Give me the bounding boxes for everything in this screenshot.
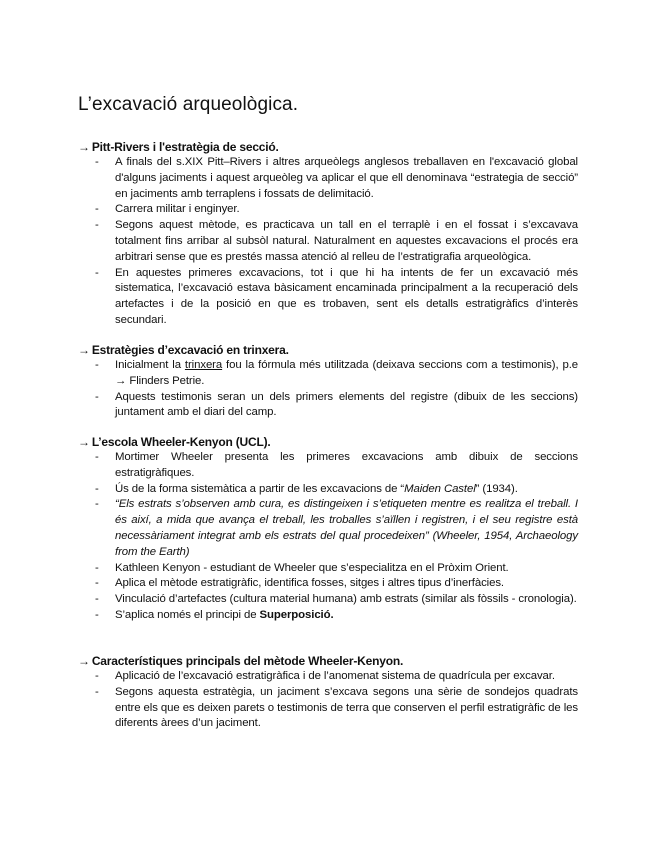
dash-bullet: -: [95, 670, 99, 682]
superposicio-term: Superposició.: [259, 608, 334, 621]
list-item-text: Ús de la forma sistemàtica a partir de les excavacions de “: [115, 482, 405, 495]
section-heading: [78, 139, 578, 155]
trinxera-term: trinxera: [184, 359, 223, 371]
list-item-text: Mortimer Wheeler presenta les primeres excavacions amb dibuix de seccions estratigràfiques.: [115, 451, 578, 479]
wheeler-quote: “Els estrats s’observen amb cura, es distingeixen i s’etiqueten mentre es realitza el treball. I és així, a mida que avança el treball, les troballes s’aïllen i registren, i el seu registre està necessàriament integrat amb els estrats del qual procedeixen” (Wheeler, 1954, Archaeology from the Earth): [115, 498, 578, 558]
list-item: [78, 202, 578, 218]
section-heading-text: Característiques principals del mètode Wheeler-Kenyon.: [91, 654, 404, 668]
list-item-text: A finals del s.XIX Pitt–Rivers i altres arqueòlegs anglesos treballaven en l'excavació global d'alguns jaciments i aquest arqueòleg va aplicar el que ell denominava “estrategia de secció” en jaciments amb terraplens i fossats de delimitació.: [115, 156, 578, 200]
dash-bullet: -: [95, 561, 99, 574]
dash-bullet: -: [95, 685, 99, 698]
section-heading-text: Pitt-Rivers i l'estratègia de secció.: [91, 140, 279, 154]
dash-bullet: -: [95, 482, 99, 495]
section-heading: [78, 342, 578, 358]
dash-bullet: -: [95, 359, 99, 371]
list-item: [78, 561, 578, 577]
bullet-list: [78, 669, 578, 732]
dash-bullet: -: [95, 390, 99, 403]
list-item: [78, 266, 578, 329]
page-title: L’excavació arqueològica.: [78, 94, 299, 115]
dash-bullet: -: [95, 266, 99, 279]
list-item-text: Aplica el mètode estratigràfic, identifica fosses, sitges i altres tipus d’inerfàcies.: [115, 577, 504, 590]
bullet-list: [78, 155, 578, 329]
dash-bullet: -: [95, 203, 99, 216]
bullet-list: [78, 450, 578, 624]
section-caracteristiques: [78, 653, 578, 732]
section-heading: [78, 653, 578, 669]
dash-bullet: -: [95, 608, 99, 621]
list-item-text: Inicialment la: [115, 359, 185, 371]
list-item-text: S’aplica només el principi de: [115, 608, 260, 621]
list-item: [78, 608, 578, 624]
section-wheeler-kenyon: [78, 434, 578, 624]
list-item: [78, 155, 578, 202]
list-item-text: ” (1934).: [475, 482, 518, 495]
list-item: [78, 669, 578, 685]
list-item: [78, 482, 578, 498]
section-heading: [78, 434, 578, 450]
list-item-text: Segons aquest mètode, es practicava un tall en el terraplè i en el fossat i s’excavava totalment fins arribar al subsòl natural. Naturalment en aquestes excavacions el procés era arbitrari sense que es prestés massa atenció al relleu de l’estratigrafia arqueològica.: [115, 219, 578, 263]
arrow-icon: →: [78, 140, 90, 154]
list-item-text: Carrera militar i enginyer.: [115, 203, 240, 216]
arrow-icon: →: [78, 654, 90, 668]
list-item-text: Aquests testimonis seran un dels primers elements del registre (dibuix de les seccions) juntament amb el diari del camp.: [115, 390, 578, 419]
section-pitt-rivers: [78, 139, 578, 329]
dash-bullet: -: [95, 577, 99, 590]
section-heading-text: L’escola Wheeler-Kenyon (UCL).: [91, 435, 271, 449]
list-item: [78, 390, 578, 422]
list-item: [78, 358, 578, 390]
list-item: [78, 576, 578, 592]
dash-bullet: -: [95, 451, 99, 463]
list-item-text: fou la fórmula més utilitzada (deixava seccions com a testimonis), p.e → Flinders Petrie.: [115, 359, 579, 387]
list-item: [78, 218, 578, 265]
bullet-list: [78, 358, 578, 421]
section-heading-text: Estratègies d’excavació en trinxera.: [91, 343, 289, 357]
list-item: [78, 592, 578, 608]
list-item: [78, 450, 578, 482]
dash-bullet: -: [95, 498, 99, 511]
list-item-text: Vinculació d’artefactes (cultura material humana) amb estrats (similar als fòssils - cronologia).: [115, 593, 577, 606]
arrow-icon: →: [78, 343, 90, 357]
section-trinxera: [78, 342, 578, 421]
list-item-text: En aquestes primeres excavacions, tot i que hi ha intents de fer un excavació més sistematica, l’excavació estava bàsicament encaminada principalment a la recuperació dels artefactes i de la posició en que es trobaven, sent els detalls estratigràfics d’interès secundari.: [115, 266, 578, 326]
list-item-text: Segons aquesta estratègia, un jaciment s’excava segons una sèrie de sondejos quadrats entre els que es deixen parets o testimonis de terra que conserven el perfil estratigràfic de les diferents àrees d’un jaciment.: [115, 685, 578, 730]
list-item-text: Aplicació de l’excavació estratigràfica i de l’anomenat sistema de quadrícula per excavar.: [115, 670, 555, 682]
maiden-castel-title: Maiden Castel: [404, 482, 476, 495]
list-item-text: Kathleen Kenyon - estudiant de Wheeler que s’especialitza en el Pròxim Orient.: [115, 561, 509, 574]
dash-bullet: -: [95, 156, 99, 168]
list-item: [78, 685, 578, 732]
dash-bullet: -: [95, 593, 99, 606]
arrow-icon: →: [78, 435, 90, 449]
dash-bullet: -: [95, 219, 99, 232]
list-item: [78, 497, 578, 560]
